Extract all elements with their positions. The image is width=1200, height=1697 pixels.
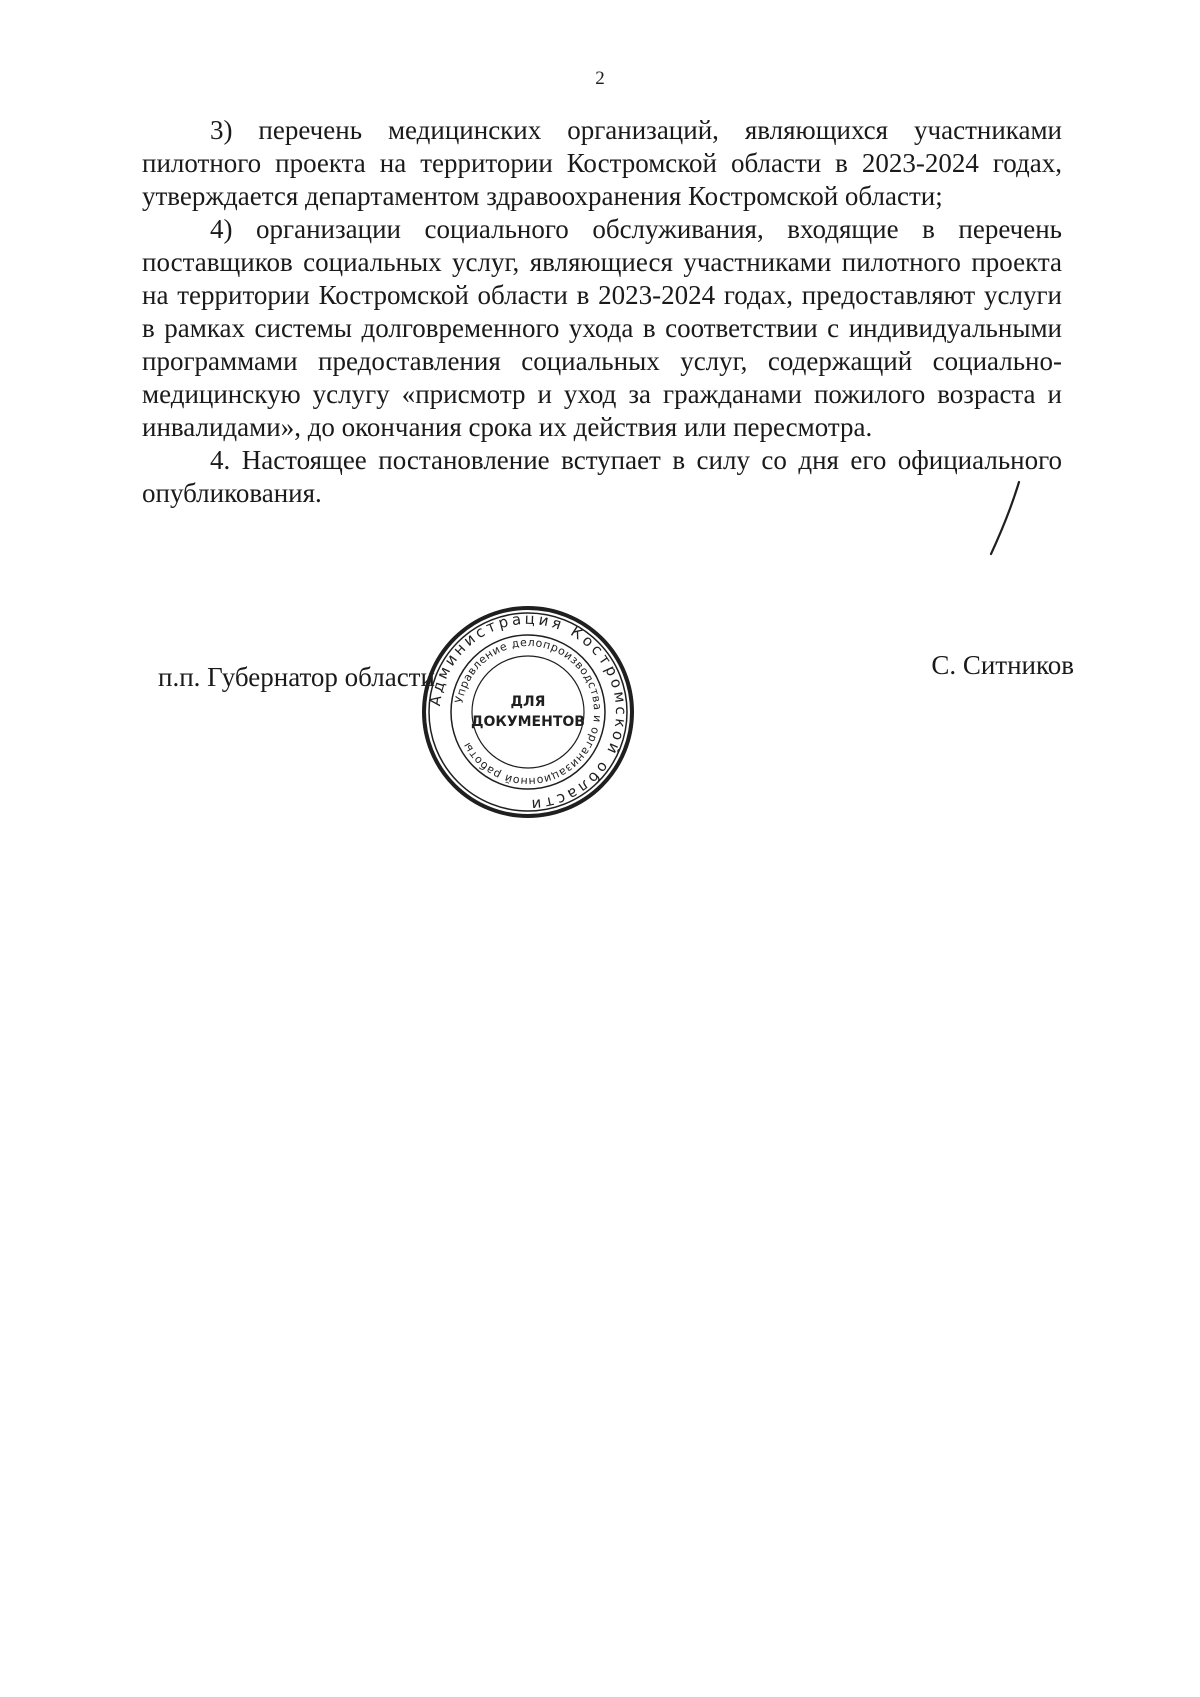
official-seal [418,602,638,822]
handwritten-stroke-icon [985,478,1025,558]
stamp-outer-text: Администрация Костромской области [426,609,631,815]
document-body [142,114,1062,510]
stamp-center-line-2: ДОКУМЕНТОВ [471,714,585,730]
page-number: 2 [595,68,605,89]
stamp-inner-text: Управление делопроизводства и организационной работы [452,635,605,789]
signer-name: С. Ситников [931,650,1074,680]
signer-title: п.п. Губернатор области [158,662,435,692]
paragraph-item-4: 4) организации социального обслуживания, входящие в перечень поставщиков социальных услуг, являющиеся участниками пилотного проекта на территории Костромской области в 2023-2024 годах, предоставляют услуги в рамках системы долговременного ухода в соответствии с индивидуальными программами предоставления социальных услуг, содержащий социально-медицинскую услугу «присмотр и уход за гражданами пожилого возраста и инвалидами», до окончания срока их действия или пересмотра. [142,214,1062,442]
svg-text:Управление делопроизводства и [453,636,604,788]
paragraph-item-3: 3) перечень медицинских организаций, являющихся участниками пилотного проекта на территории Костромской области в 2023-2024 годах, утверждается департаментом здравоохранения Костромской области; [142,115,1062,211]
stamp-center-line-1: ДЛЯ [510,694,546,710]
paragraph-clause-4: 4. Настоящее постановление вступает в силу со дня его официального опубликования. [142,445,1062,508]
